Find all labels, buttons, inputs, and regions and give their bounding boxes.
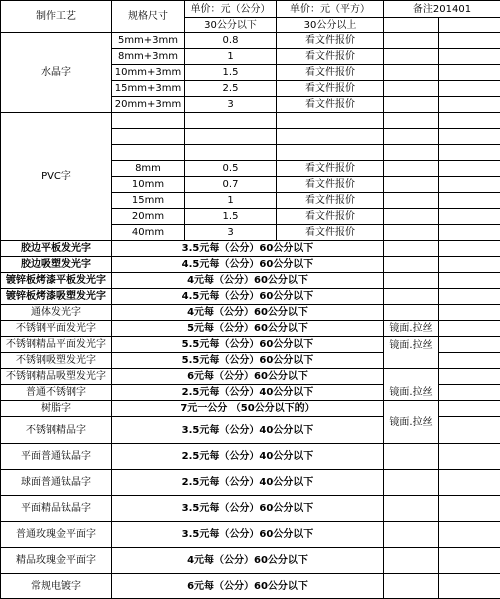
- product-price: 4.5元每（公分）60公分以下: [112, 257, 384, 273]
- product-price: 3.5元每（公分）60公分以下: [112, 241, 384, 257]
- empty-cell: [277, 129, 384, 145]
- empty-cell: [384, 548, 439, 574]
- empty-cell: [384, 113, 439, 129]
- product-price: 4元每（公分）60公分以下: [112, 273, 384, 289]
- crystal-spec: 5mm+3mm: [112, 33, 185, 49]
- empty-cell: [384, 305, 439, 321]
- product-name: 平面精品钛晶字: [1, 496, 112, 522]
- pvc-spec: 40mm: [112, 225, 185, 241]
- product-price: 2.5元每（公分）40公分以下: [112, 470, 384, 496]
- finish-note: 镜面.拉丝: [384, 401, 439, 444]
- product-name: 不锈钢平面发光字: [1, 321, 112, 337]
- pvc-spec: 10mm: [112, 177, 185, 193]
- crystal-sqm: 看文件报价: [277, 33, 384, 49]
- empty-cell: [384, 18, 439, 33]
- product-name: 普通不锈钢字: [1, 385, 112, 401]
- empty-cell: [439, 470, 500, 496]
- empty-cell: [112, 145, 185, 161]
- empty-cell: [384, 257, 439, 273]
- product-price: 2.5元每（公分）40公分以下: [112, 385, 384, 401]
- empty-cell: [384, 225, 439, 241]
- crystal-price: 0.8: [185, 33, 277, 49]
- empty-cell: [439, 241, 500, 257]
- finish-note: 镜面.拉丝: [384, 321, 439, 337]
- product-name: 普通玫瑰金平面字: [1, 522, 112, 548]
- empty-cell: [384, 574, 439, 599]
- product-price: 2.5元每（公分）40公分以下: [112, 444, 384, 470]
- crystal-price: 1: [185, 49, 277, 65]
- header-price-yuan: 单价：元（公分）: [185, 1, 277, 18]
- empty-cell: [384, 496, 439, 522]
- product-price: 7元一公分 （50公分以下的）: [112, 401, 384, 417]
- empty-cell: [439, 129, 500, 145]
- pvc-name: PVC字: [1, 113, 112, 241]
- empty-cell: [112, 129, 185, 145]
- empty-cell: [439, 193, 500, 209]
- empty-cell: [384, 49, 439, 65]
- crystal-price: 1.5: [185, 65, 277, 81]
- crystal-spec: 10mm+3mm: [112, 65, 185, 81]
- empty-cell: [185, 129, 277, 145]
- product-price: 3.5元每（公分）60公分以下: [112, 496, 384, 522]
- empty-cell: [439, 49, 500, 65]
- empty-cell: [384, 289, 439, 305]
- header-under-30: 30公分以下: [185, 18, 277, 33]
- empty-cell: [439, 444, 500, 470]
- pvc-sqm: 看文件报价: [277, 209, 384, 225]
- empty-cell: [439, 417, 500, 444]
- pvc-spec: 8mm: [112, 161, 185, 177]
- product-price: 5.5元每（公分）60公分以下: [112, 337, 384, 353]
- empty-cell: [384, 444, 439, 470]
- product-price: 5元每（公分）60公分以下: [112, 321, 384, 337]
- empty-cell: [439, 65, 500, 81]
- pvc-price: 0.7: [185, 177, 277, 193]
- product-name: 镀锌板烤漆吸塑发光字: [1, 289, 112, 305]
- empty-cell: [185, 113, 277, 129]
- empty-cell: [439, 353, 500, 369]
- product-price: 3.5元每（公分）60公分以下: [112, 522, 384, 548]
- empty-cell: [384, 193, 439, 209]
- empty-cell: [384, 97, 439, 113]
- pvc-sqm: 看文件报价: [277, 177, 384, 193]
- header-price-sqm: 单价：元（平方）: [277, 1, 384, 18]
- empty-cell: [384, 470, 439, 496]
- empty-cell: [277, 113, 384, 129]
- header-over-30: 30公分以上: [277, 18, 384, 33]
- empty-cell: [439, 113, 500, 129]
- crystal-name: 水晶字: [1, 33, 112, 113]
- header-craft: 制作工艺: [1, 1, 112, 33]
- product-name: 树脂字: [1, 401, 112, 417]
- empty-cell: [439, 161, 500, 177]
- empty-cell: [384, 129, 439, 145]
- product-name: 胶边吸塑发光字: [1, 257, 112, 273]
- empty-cell: [439, 81, 500, 97]
- empty-cell: [439, 522, 500, 548]
- product-name: 精品玫瑰金平面字: [1, 548, 112, 574]
- empty-cell: [185, 145, 277, 161]
- pvc-price: 3: [185, 225, 277, 241]
- product-name: 不锈钢吸塑发光字: [1, 353, 112, 369]
- empty-cell: [439, 321, 500, 337]
- pvc-sqm: 看文件报价: [277, 161, 384, 177]
- empty-cell: [439, 18, 500, 33]
- crystal-price: 3: [185, 97, 277, 113]
- pvc-price: 1: [185, 193, 277, 209]
- product-price: 4.5元每（公分）60公分以下: [112, 289, 384, 305]
- pvc-sqm: 看文件报价: [277, 193, 384, 209]
- empty-cell: [384, 241, 439, 257]
- empty-cell: [439, 574, 500, 599]
- empty-cell: [439, 496, 500, 522]
- empty-cell: [439, 209, 500, 225]
- pvc-spec: 15mm: [112, 193, 185, 209]
- product-price: 5.5元每（公分）60公分以下: [112, 353, 384, 369]
- empty-cell: [439, 177, 500, 193]
- crystal-spec: 20mm+3mm: [112, 97, 185, 113]
- empty-cell: [384, 209, 439, 225]
- empty-cell: [277, 145, 384, 161]
- empty-cell: [384, 81, 439, 97]
- product-name: 常规电镀字: [1, 574, 112, 599]
- product-name: 球面普通钛晶字: [1, 470, 112, 496]
- empty-cell: [439, 257, 500, 273]
- empty-cell: [439, 305, 500, 321]
- crystal-price: 2.5: [185, 81, 277, 97]
- empty-cell: [439, 225, 500, 241]
- crystal-sqm: 看文件报价: [277, 65, 384, 81]
- crystal-spec: 15mm+3mm: [112, 81, 185, 97]
- product-name: 通体发光字: [1, 305, 112, 321]
- product-price: 6元每（公分）60公分以下: [112, 369, 384, 385]
- empty-cell: [439, 548, 500, 574]
- empty-cell: [439, 401, 500, 417]
- crystal-spec: 8mm+3mm: [112, 49, 185, 65]
- pvc-spec: 20mm: [112, 209, 185, 225]
- empty-cell: [384, 273, 439, 289]
- empty-cell: [439, 33, 500, 49]
- empty-cell: [439, 273, 500, 289]
- finish-note: 镜面.拉丝: [384, 369, 439, 401]
- product-price: 4元每（公分）60公分以下: [112, 305, 384, 321]
- empty-cell: [439, 337, 500, 353]
- product-name: 不锈钢精品平面发光字: [1, 337, 112, 353]
- empty-cell: [439, 145, 500, 161]
- product-name: 不锈钢精品字: [1, 417, 112, 444]
- product-name: 胶边平板发光字: [1, 241, 112, 257]
- empty-cell: [439, 385, 500, 401]
- crystal-sqm: 看文件报价: [277, 97, 384, 113]
- empty-cell: [384, 145, 439, 161]
- empty-cell: [384, 522, 439, 548]
- empty-cell: [439, 369, 500, 385]
- empty-cell: [384, 33, 439, 49]
- product-price: 6元每（公分）60公分以下: [112, 574, 384, 599]
- product-price: 4元每（公分）60公分以下: [112, 548, 384, 574]
- product-name: 平面普通钛晶字: [1, 444, 112, 470]
- finish-note: 镜面.拉丝: [384, 337, 439, 369]
- header-spec: 规格尺寸: [112, 1, 185, 33]
- pvc-price: 0.5: [185, 161, 277, 177]
- header-note: 备注201401: [384, 1, 500, 18]
- pvc-sqm: 看文件报价: [277, 225, 384, 241]
- crystal-sqm: 看文件报价: [277, 49, 384, 65]
- empty-cell: [384, 177, 439, 193]
- empty-cell: [439, 97, 500, 113]
- pvc-price: 1.5: [185, 209, 277, 225]
- empty-cell: [384, 65, 439, 81]
- empty-cell: [112, 113, 185, 129]
- crystal-sqm: 看文件报价: [277, 81, 384, 97]
- empty-cell: [439, 289, 500, 305]
- product-price: 3.5元每（公分）40公分以下: [112, 417, 384, 444]
- product-name: 不锈钢精品吸塑发光字: [1, 369, 112, 385]
- empty-cell: [384, 161, 439, 177]
- product-name: 镀锌板烤漆平板发光字: [1, 273, 112, 289]
